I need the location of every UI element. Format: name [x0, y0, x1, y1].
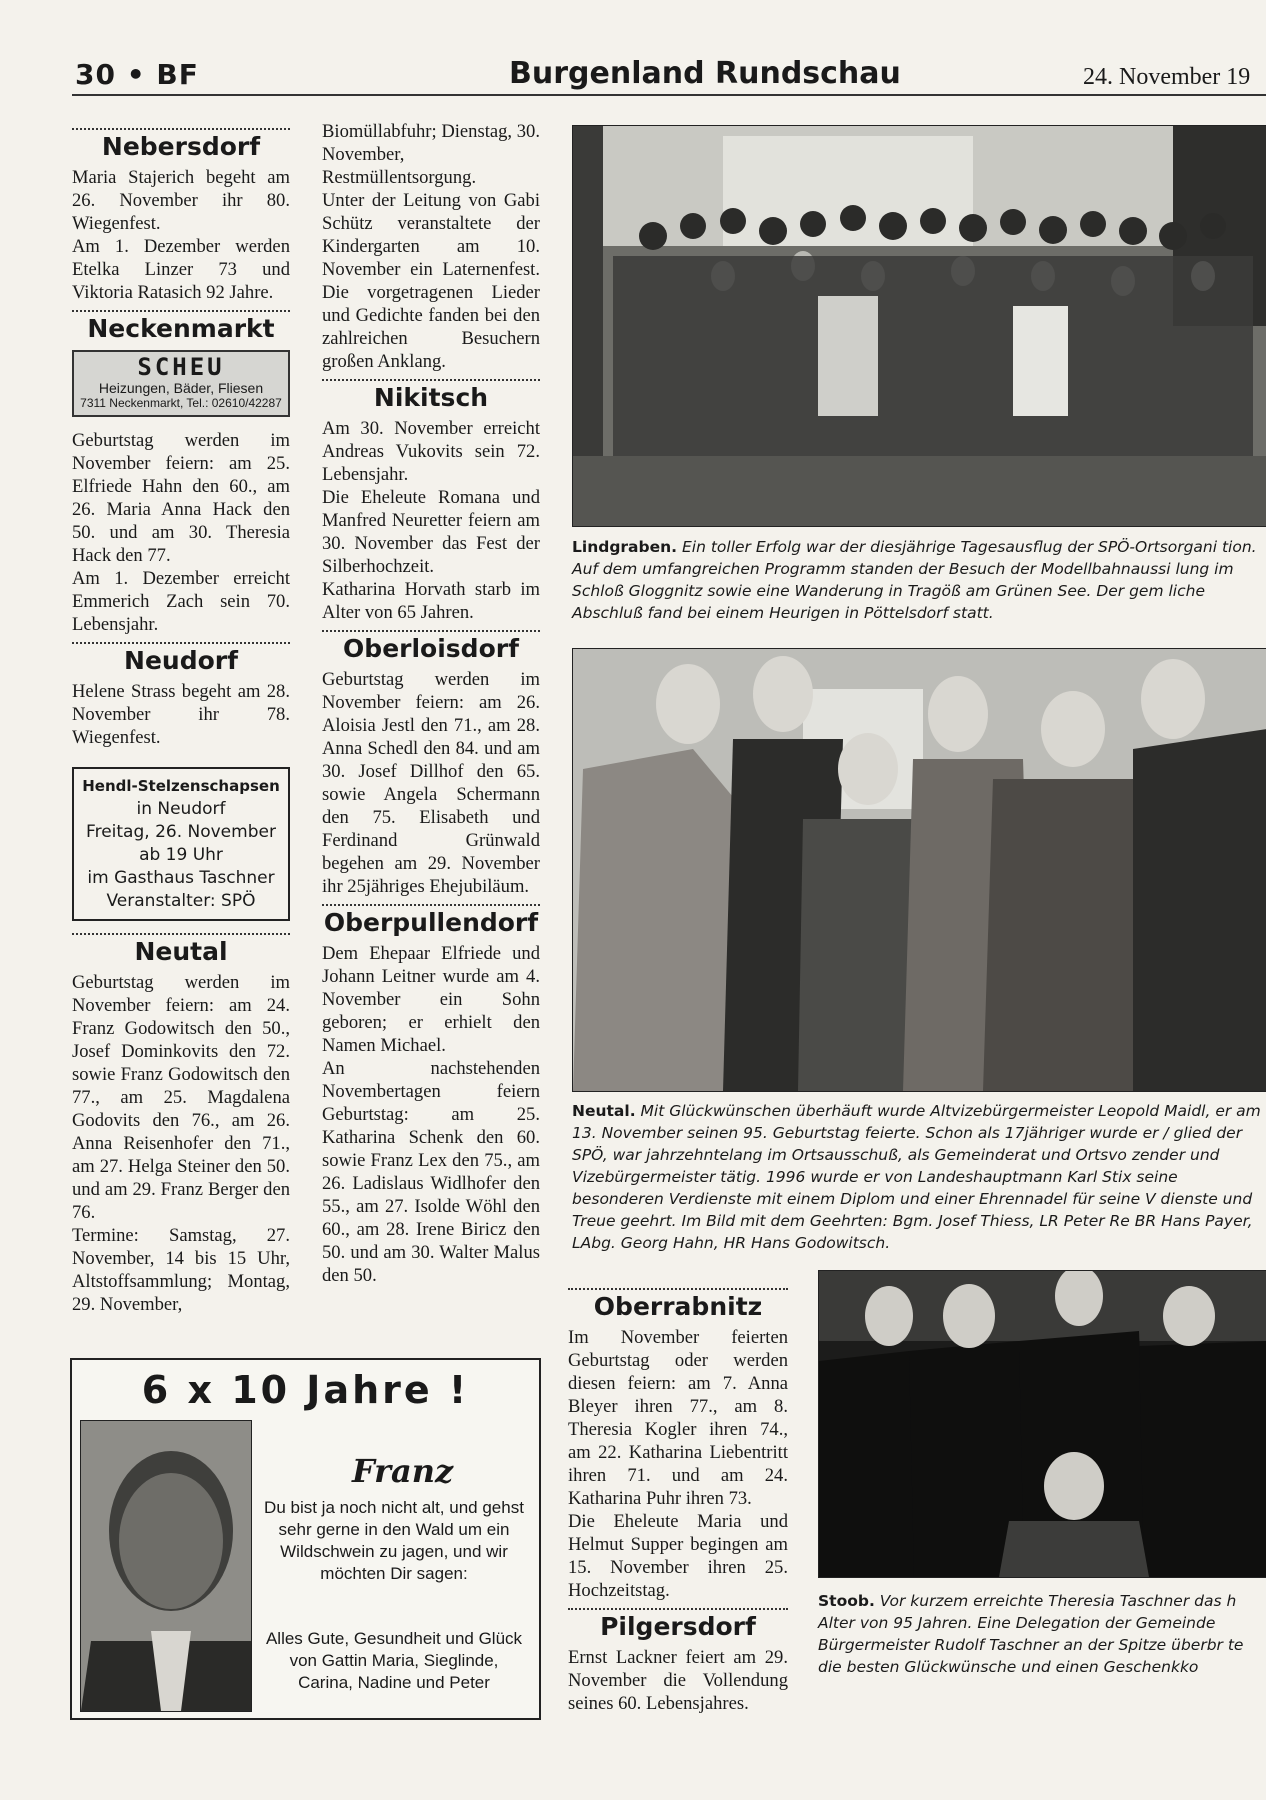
article-text: Am 30. November erreicht Andreas Vukovits sein 72. Lebensjahr. [322, 418, 540, 485]
article-text: Helene Strass begeht am 28. November ihr 78. Wiegenfest. [72, 681, 290, 748]
ad-line: Veranstalter: SPÖ [106, 891, 256, 911]
greeting-wishes: Alles Gute, Gesundheit und Glück von Gattin Maria, Sieglinde, Carina, Nadine und Peter [265, 1629, 523, 1692]
column-1 [72, 122, 290, 1316]
article-text: Die Eheleute Romana und Manfred Neuretter feiern am 30. November das Fest der Silberhochzeit. [322, 487, 540, 577]
photo-franz-portrait [80, 1420, 252, 1712]
ad-services: Heizungen, Bäder, Fliesen [98, 380, 264, 396]
article-text: Katharina Horvath starb im Alter von 65 Jahren. [322, 579, 540, 623]
heading-oberloisdorf: Oberloisdorf [343, 634, 519, 663]
section-divider [568, 1608, 788, 1610]
ad-title: Hendl-Stelzenschapsen [82, 777, 280, 795]
ad-line: in Neudorf [136, 799, 226, 819]
caption-place: Stoob. [818, 1592, 875, 1610]
section-divider [322, 904, 540, 906]
ad-line: ab 19 Uhr [139, 845, 223, 865]
section-divider [322, 630, 540, 632]
photo-stoob-delegation [818, 1270, 1266, 1578]
heading-nikitsch: Nikitsch [373, 383, 489, 412]
heading-oberrabnitz: Oberrabnitz [593, 1292, 763, 1321]
section-divider [322, 379, 540, 381]
article-text: Geburtstag werden im November feiern: am 26. Aloisia Jestl den 71., am 28. Anna Schedl den 84. und am 30. Josef Dillhof den 65. sowie Angela Schermann den 75. Elisabeth und Ferdinand Grünwald begehen am 29. November ihr 25jähriges Ehejubiläum. [322, 669, 540, 897]
header-rule [72, 94, 1266, 96]
scheu-advertisement [72, 350, 290, 417]
section-divider [72, 642, 290, 644]
article-text: Ernst Lackner feiert am 29. November die Vollendung seines 60. Lebensjahres. [568, 1647, 788, 1714]
issue-date: 24. November 19 [1083, 64, 1251, 90]
heading-oberpullendorf: Oberpullendorf [323, 908, 539, 937]
section-divider [72, 310, 290, 312]
greeting-name: Franz [352, 1452, 454, 1490]
caption-text: Ein toller Erfolg war der diesjährige Tagesausflug der SPÖ-Ortsorgani tion. Auf dem umfangreichen Programm standen der Besuch der Modellbahnaussi lung im Schloß Gloggnitz sowie eine Wanderung in Tragöß am Grünen See. Der gem liche Abschluß fand bei einem Heurigen in Pöttelsdorf statt. [572, 538, 1257, 622]
article-text: Unter der Leitung von Gabi Schütz veranstaltete der Kindergarten am 10. November ein Laternenfest. Die vorgetragenen Lieder und Gedichte fanden bei den zahlreichen Besuchern großen Anklang. [322, 190, 540, 372]
caption-neutal [572, 1100, 1266, 1254]
caption-place: Lindgraben. [572, 538, 678, 556]
section-divider [72, 933, 290, 935]
caption-lindgraben [572, 536, 1266, 624]
article-text: Am 1. Dezember erreicht Emmerich Zach sein 70. Lebensjahr. [72, 568, 290, 635]
article-text: Im November feierten Geburtstag oder werden diesen feiern: am 7. Anna Bleyer ihren 77., am 8. Theresia Kogler ihren 74., am 22. Katharina Liebentritt ihren 71. und am 24. Katharina Puhr ihren 73. [568, 1327, 788, 1509]
column-2 [322, 120, 540, 1287]
article-text: Termine: Samstag, 27. November, 14 bis 15 Uhr, Altstoffsammlung; Montag, 29. November, [72, 1225, 290, 1315]
caption-text: Mit Glückwünschen überhäuft wurde Altvizebürgermeister Leopold Maidl, er am 13. November seinen 95. Geburtstag feierte. Schon als 17jähriger wurde er / glied der SPÖ, war jahrzehntelang im Ortsausschuß, als Gemeinderat und Ortsvo zender und Vizebürgermeister tätig. 1996 wurde er von Landeshauptmann Karl Stix seine besonderen Verdienste mit einem Diplom und einer Ehrennadel für seine V dienste und Treue geehrt. Im Bild mit dem Geehrten: Bgm. Josef Thiess, LR Peter Re BR Hans Payer, LAbg. Georg Hahn, HR Hans Godowitsch. [572, 1102, 1261, 1252]
heading-neutal: Neutal [134, 937, 228, 966]
scheu-logo: SCHEU [137, 353, 225, 381]
article-text: Die Eheleute Maria und Helmut Supper begingen am 15. November ihren 25. Hochzeitstag. [568, 1511, 788, 1601]
ad-line: Freitag, 26. November [86, 822, 276, 842]
article-text: Geburtstag werden im November feiern: am 25. Elfriede Hahn den 60., am 26. Maria Anna Hack den 50. und am 30. Theresia Hack den 77. [72, 430, 290, 566]
greeting-text: Du bist ja noch nicht alt, und gehst sehr gerne in den Wald um ein Wildschwein zu jagen, und wir möchten Dir sagen: [264, 1498, 524, 1583]
heading-nebersdorf: Nebersdorf [101, 132, 261, 161]
ad-line: im Gasthaus Taschner [87, 868, 275, 888]
article-text: Geburtstag werden im November feiern: am 24. Franz Godowitsch den 50., Josef Dominkovits den 72. sowie Franz Godowitsch den 77., am 25. Magdalena Godovits den 76., am 26. Anna Reisenhofer den 71., am 27. Helga Steiner den 50. und am 29. Franz Berger den 76. [72, 972, 290, 1223]
article-text: Dem Ehepaar Elfriede und Johann Leitner wurde am 4. November ein Sohn geboren; er erhielt den Namen Michael. [322, 943, 540, 1056]
heading-neudorf: Neudorf [124, 646, 238, 675]
ad-address: 7311 Neckenmarkt, Tel.: 02610/42287 [80, 396, 282, 410]
column-3 [568, 1282, 788, 1715]
greeting-title: 6 x 10 Jahre ! [141, 1368, 470, 1412]
section-divider [72, 128, 290, 130]
caption-stoob [818, 1590, 1266, 1678]
newspaper-title: Burgenland Rundschau [509, 56, 901, 91]
photo-neutal-honorees [572, 648, 1266, 1092]
article-text: An nachstehenden Novembertagen feiern Geburtstag: am 25. Katharina Schenk den 60. sowie Franz Lex den 75., am 26. Ladislaus Widlhofer den 55., am 27. Isolde Wöhl den 60., am 28. Irene Biricz den 50. und am 30. Walter Malus den 50. [322, 1058, 540, 1286]
heading-pilgersdorf: Pilgersdorf [600, 1612, 756, 1641]
article-text: Biomüllabfuhr; Dienstag, 30. November, Restmüllentsorgung. [322, 121, 540, 188]
article-text: Maria Stajerich begeht am 26. November ihr 80. Wiegenfest. [72, 167, 290, 234]
caption-text: Vor kurzem erreichte Theresia Taschner das h Alter von 95 Jahren. Eine Delegation der Gemeinde Bürgermeister Rudolf Taschner an der Spitze überbr te die besten Glückwünsche und einen Geschenkko [818, 1592, 1244, 1676]
section-divider [568, 1288, 788, 1290]
page-number: 30 • BF [75, 58, 199, 91]
photo-lindgraben-group [572, 125, 1266, 527]
caption-place: Neutal. [572, 1102, 636, 1120]
heading-neckenmarkt: Neckenmarkt [87, 314, 275, 343]
article-text: Am 1. Dezember werden Etelka Linzer 73 und Viktoria Ratasich 92 Jahre. [72, 236, 290, 303]
hendl-advertisement [72, 767, 290, 921]
